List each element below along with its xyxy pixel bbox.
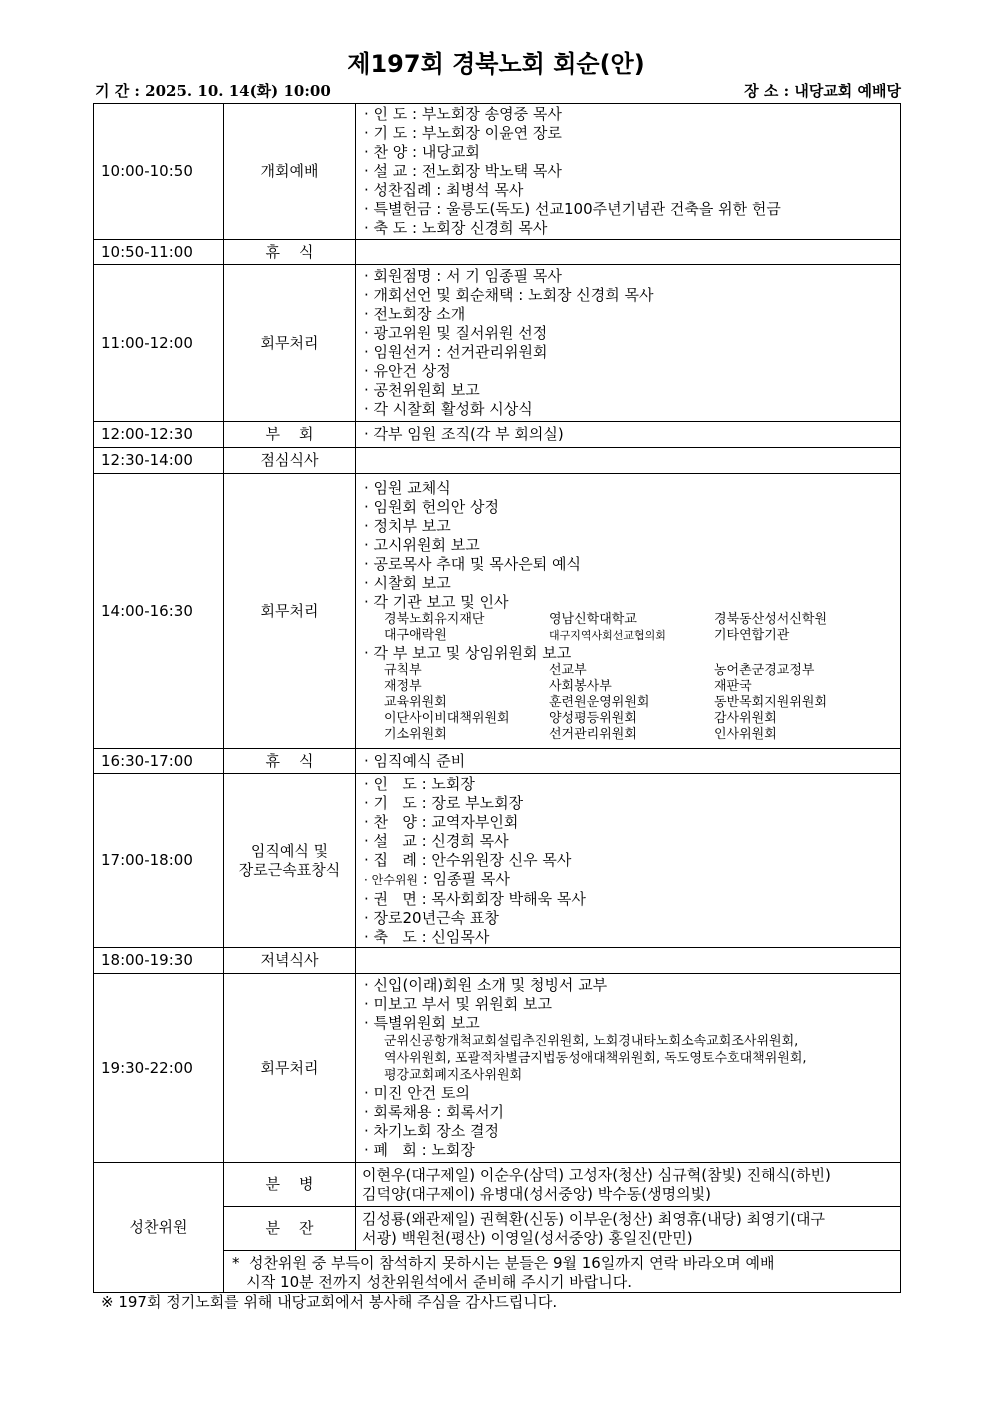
institution-item: 경북동산성서신학원 [714,612,828,627]
session-cell [224,240,356,265]
list-item: · 기 도 : 부노회장 이윤연 장로 [364,124,562,142]
session-label: 휴 식 [265,242,314,261]
list-item: · 축 도 : 노회장 신경희 목사 [364,219,548,237]
list-item: · 성찬집례 : 최병석 목사 [364,181,524,199]
session-cell: 회무처리 [224,265,356,422]
time-cell: 19:30-22:00 [94,974,224,1163]
committee-item: 규칙부 [384,663,422,678]
committee-item: 양성평등위원회 [549,711,637,726]
content-cell [356,104,901,240]
list-item: · 임원회 헌의안 상정 [364,498,499,516]
session-cell: 회무처리 [224,974,356,1163]
list-item: · 정치부 보고 [364,517,451,535]
footer-note: ※ 197회 정기노회를 위해 내당교회에서 봉사해 주심을 감사드립니다. [101,1293,558,1311]
content-cell [356,749,901,774]
list-item: · 유안건 상정 [364,362,451,380]
member-line: 이현우(대구제일) 이순우(삼덕) 고성자(청산) 심규혁(참빛) 진해식(하빈) [362,1165,831,1184]
table-row [94,948,901,974]
list-item: · 각부 임원 조직(각 부 회의실) [364,425,564,443]
committee-item: 농어촌군경교정부 [714,663,815,678]
list-item: · 시찰회 보고 [364,574,451,592]
list-item: · 특별위원회 보고 [364,1014,480,1032]
list-item: · 폐 회 : 노회장 [364,1141,475,1159]
list-item: · 회록채용 : 회록서기 [364,1103,505,1121]
content-cell [356,448,901,474]
time-cell: 11:00-12:00 [94,265,224,422]
special-committee-line: 평강교회폐지조사위원회 [384,1068,523,1083]
bread-members-cell [356,1163,901,1207]
list-item: · 인 도 : 부노회장 송영중 목사 [364,105,562,123]
committee-item: 감사위원회 [714,711,777,726]
period-text: 기 간 : 2025. 10. 14(화) 10:00 [95,82,331,100]
list-item: · 집 례 : 안수위원장 신우 목사 [364,850,572,869]
choir-label: 성찬위원 [94,1163,224,1293]
session-cell: 회무처리 [224,474,356,749]
committee-item: 이단사이비대책위원회 [384,711,510,726]
session-label: 부 회 [265,425,314,443]
list-item: · 축 도 : 신임목사 [364,927,490,946]
session-label: 휴 식 [265,751,314,770]
bread-label: 분 병 [265,1175,314,1193]
content-cell [356,948,901,974]
table-row [94,265,901,422]
list-item: · 각 기관 보고 및 인사 [364,593,509,611]
item-label: · 안수위원 [364,872,418,887]
committee-item: 교육위원회 [384,695,447,710]
list-item: · 차기노회 장소 결정 [364,1122,499,1140]
time-cell: 16:30-17:00 [94,749,224,774]
time-cell: 14:00-16:30 [94,474,224,749]
content-cell [356,474,901,749]
table-row [94,749,901,774]
bread-label-cell [224,1163,356,1207]
committee-item: 선거관리위원회 [549,727,637,742]
institution-list [364,612,896,644]
time-cell: 18:00-19:30 [94,948,224,974]
table-row [94,240,901,265]
time-cell: 12:00-12:30 [94,422,224,448]
committee-item: 재정부 [384,679,422,694]
session-cell: 점심식사 [224,448,356,474]
list-item: · 미진 안건 토의 [364,1084,471,1102]
list-item: · 각 부 보고 및 상임위원회 보고 [364,644,572,662]
list-item: · 신입(이래)회원 소개 및 청빙서 교부 [364,976,608,994]
table-row [94,448,901,474]
institution-item: 대구애락원 [384,628,447,643]
institution-item: 경북노회유지재단 [384,612,485,627]
list-item: · 권 면 : 목사회회장 박해욱 목사 [364,889,586,908]
special-committee-line: 군위신공항개척교회설립추진위원회, 노회경내타노회소속교회조사위원회, [384,1034,799,1049]
session-label: 장로근속표창식 [238,860,341,879]
content-cell [356,974,901,1163]
cup-members-cell [356,1207,901,1251]
session-label: 임직예식 및 [250,841,329,860]
institution-item: 기타연합기관 [714,628,790,643]
list-item: · 임원선거 : 선거관리위원회 [364,343,548,361]
list-item: · 광고위원 및 질서위원 선정 [364,324,548,342]
content-cell [356,265,901,422]
institution-item: 대구지역사회선교협의회 [549,629,666,642]
time-cell: 12:30-14:00 [94,448,224,474]
committee-item: 선교부 [549,663,587,678]
table-row [94,474,901,749]
list-item: · 공로목사 추대 및 목사은퇴 예식 [364,555,581,573]
committee-item: 재판국 [714,679,752,694]
list-item: · 설 교 : 신경희 목사 [364,831,509,850]
list-item: · 전노회장 소개 [364,305,466,323]
committee-item: 훈련원운영위원회 [549,695,650,710]
schedule-table [93,103,901,1293]
session-cell: 개회예배 [224,104,356,240]
note-line: * 성찬위원 중 부득이 참석하지 못하시는 분들은 9월 16일까지 연락 바라오며 예배 [232,1253,775,1272]
meta-line [95,80,901,102]
session-cell: 저녁식사 [224,948,356,974]
list-item: · 임원 교체식 [364,479,451,497]
list-item: · 특별헌금 : 울릉도(독도) 선교100주년기념관 건축을 위한 헌금 [364,200,781,218]
note-line: 시작 10분 전까지 성찬위원석에서 준비해 주시기 바랍니다. [232,1272,633,1291]
committee-item: 사회봉사부 [549,679,612,694]
committee-item: 동반목회지원위원회 [714,695,828,710]
session-cell [224,749,356,774]
list-item: · 장로20년근속 표창 [364,908,499,927]
list-item: · 회원점명 : 서 기 임종필 목사 [364,267,562,285]
list-item: · 공천위원회 보고 [364,381,480,399]
session-cell [224,422,356,448]
table-row [94,104,901,240]
list-item: · 기 도 : 장로 부노회장 [364,793,524,812]
list-item: · 인 도 : 노회장 [364,774,475,793]
time-cell: 17:00-18:00 [94,774,224,948]
time-cell: 10:00-10:50 [94,104,224,240]
choir-note-cell [224,1251,901,1293]
institution-item: 영남신학대학교 [549,612,637,627]
table-row [94,974,901,1163]
member-line: 김덕양(대구제이) 유병대(성서중앙) 박수동(생명의빛) [362,1184,711,1203]
committee-list [364,663,896,743]
place-text: 장 소 : 내당교회 예배당 [744,82,901,100]
list-item: · 미보고 부서 및 위원회 보고 [364,995,552,1013]
content-cell [356,422,901,448]
list-item: · 찬 양 : 내당교회 [364,143,480,161]
table-row [94,774,901,948]
table-row [94,422,901,448]
session-cell [224,774,356,948]
content-cell [356,774,901,948]
cup-label-cell [224,1207,356,1251]
cup-label: 분 잔 [265,1219,314,1237]
list-item: · 고시위원회 보고 [364,536,480,554]
member-line: 김성룡(왜관제일) 권혁환(신동) 이부운(청산) 최영휴(내당) 최영기(대구 [362,1209,825,1228]
committee-item: 인사위원회 [714,727,777,742]
list-item: · 각 시찰회 활성화 시상식 [364,400,533,418]
special-committee-line: 역사위원회, 포괄적차별금지법동성애대책위원회, 독도영토수호대책위원회, [384,1051,807,1066]
member-line: 서광) 백원천(평산) 이영일(성서중앙) 홍일진(만민) [362,1228,693,1247]
list-item: · 개회선언 및 회순채택 : 노회장 신경희 목사 [364,286,654,304]
table-row [94,1163,901,1207]
item-value: : 임종필 목사 [418,869,510,888]
content-cell [356,240,901,265]
committee-item: 기소위원회 [384,727,447,742]
time-cell: 10:50-11:00 [94,240,224,265]
list-item: · 설 교 : 전노회장 박노택 목사 [364,162,562,180]
list-item: · 찬 양 : 교역자부인회 [364,812,519,831]
list-item: · 임직예식 준비 [364,751,466,770]
list-item [364,870,896,890]
document-title: 제197회 경북노회 회순(안) [347,50,645,78]
